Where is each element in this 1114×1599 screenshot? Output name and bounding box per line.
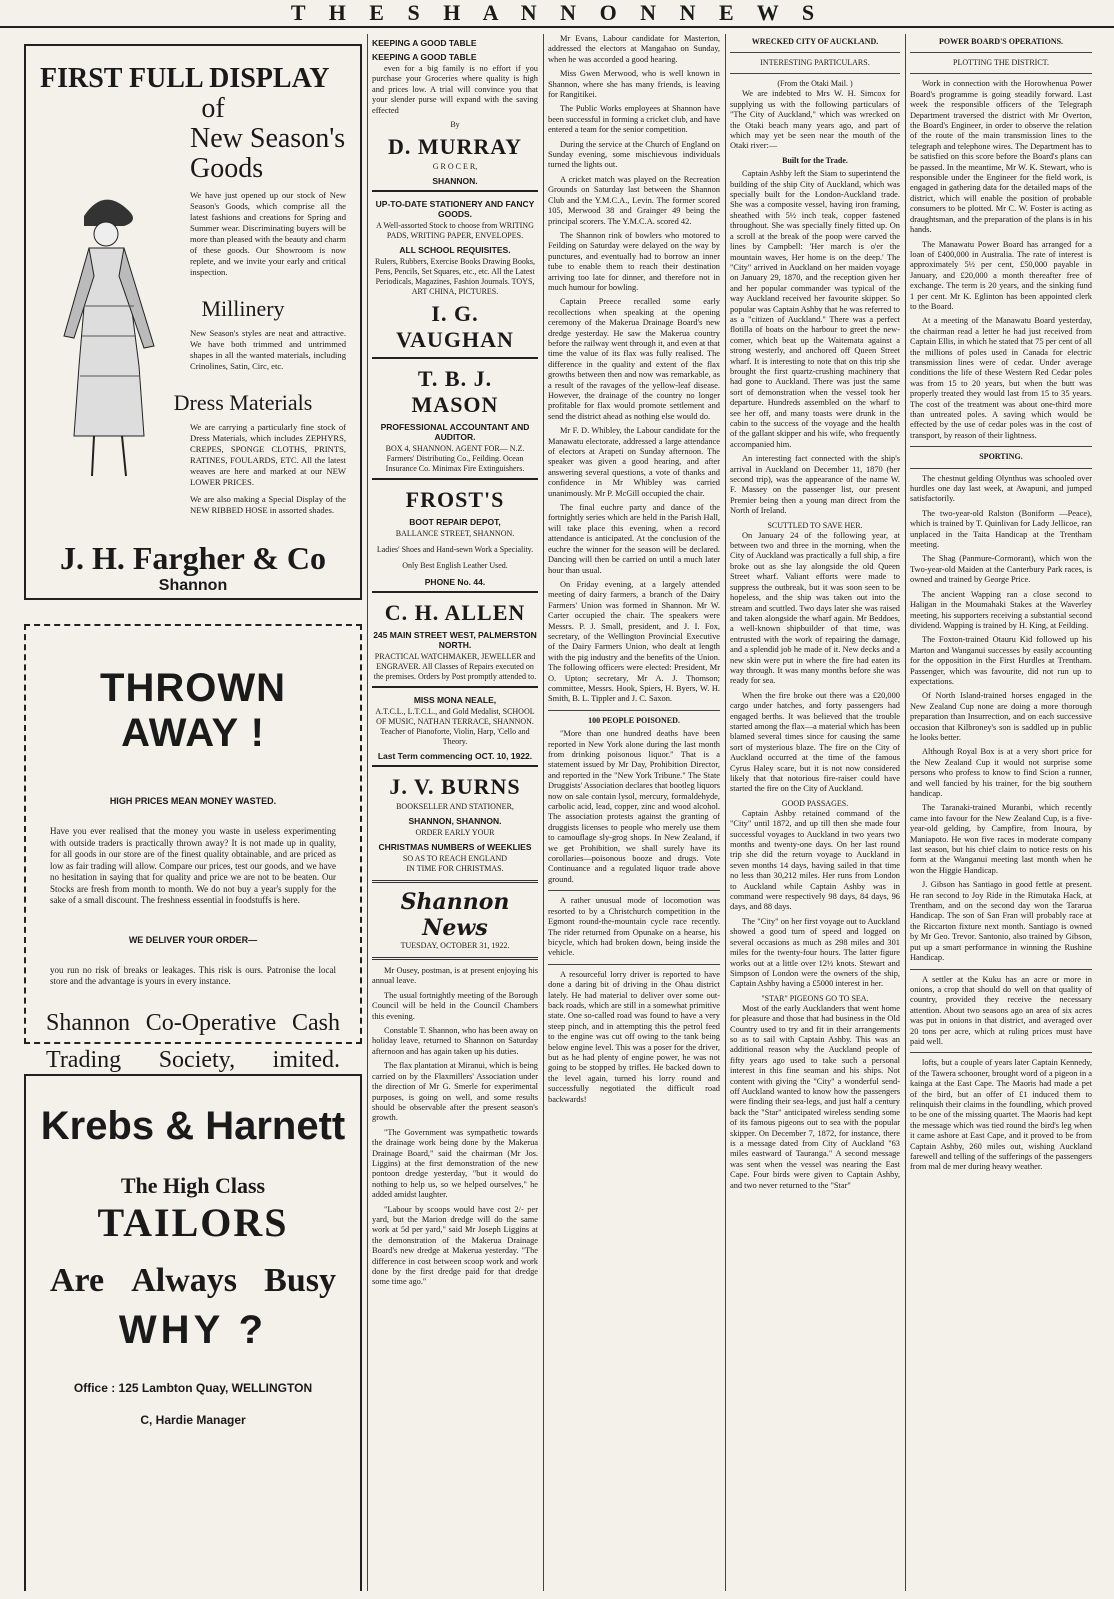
news-item: The Public Works employees at Shannon have been successful in forming a cricket club, and have entered a team for the senior competition. [548,104,720,135]
advert-of: of [201,93,225,124]
sport-item: The Taranaki-trained Muranbi, which recently came into favour for the New Zealand Cup, is a five-year-old gelding, by Campfire, from Inoura, by Maniapoto. He won five races in moderate company last season, but his chief claim to notice rests on his form at the Wanganui meeting last month when he won the Higgie Handicap. [910,803,1092,875]
advert-headline: THROWN AWAY ! [100,666,286,755]
mason-text: BOX 4, SHANNON. AGENT FOR— N.Z. Farmers' Distributing Co., Feilding. Ocean Insurance Co. Minimax Fire Extinguishers. [385,444,525,474]
article-subhead: GOOD PASSAGES. [781,798,849,808]
sport-item: The chestnut gelding Olynthus was schooled over hurdles one day last week, at Awapuni, and jumped satisfactorily. [910,473,1092,504]
dress-heading: Dress Materials [173,390,313,415]
mason-name: T. B. J. MASON [411,366,499,418]
news-item: A cricket match was played on the Recreation Grounds on Saturday last between the Shannon Club and the Y.M.C.A., Levin. The former scored 105, Merwood 38 and Grainger 49 being the principal scorers. The Y.M.C.A. scored 42. [548,174,720,226]
stationery-text: A Well-assorted Stock to choose from WRITING PADS, WRITING PAPER, ENVELOPES. [376,221,534,241]
murray-trade: G R O C E R, [432,162,478,172]
advert-town: Shannon [158,577,228,594]
fashion-lady-illustration [44,186,164,486]
frost-text: Ladies' Shoes and Hand-sewn Work a Speciality. [376,545,534,555]
news-item: During the service at the Church of England on Sunday evening, some mischievous individuals turned the lights out. [548,139,720,170]
sport-item: The ancient Wapping ran a close second to Haligan in the Moumahaki Stakes at the Waverley meeting, his supporters receiving a substantial second dividend. Wapping is trained by H. King, at Feilding. [910,589,1092,630]
article-paragraph: Work in connection with the Horowhenua Power Board's programme is going steadily forward. Last week the responsible officers of the Telegraph Department traversed the district with Mr Overton, the Board's Engineer, in order to observe the relation of the route of the main transmission lines to the telegraph and telephone wires. The Department has to be satisfied on this score before the Board's plans can be passed. In the meantime, Mr W. K. Stewart, who is responsible under the Engineer for the field work, is engaged in gathering data for the detailed maps of the district, which will enable the position of probable consumers to be plotted. Mr C. W. Foster is acting as draughtsman, and the preparation of the plans is in his hands. [910,79,1092,235]
burns-text: ORDER EARLY YOUR [415,828,495,838]
article-paragraph: An interesting fact connected with the ship's arrival in Auckland on December 11, 1870 (her second trip), was the appearance of the name W. F. Massey on the passenger list, our present Premier being then a young man direct from the North of Ireland. [730,454,900,516]
deliver-text: you run no risk of breaks or leakages. This risk is ours. Patronise the local store and the advantage is yours in every instance. [50,964,336,986]
murray-town: SHANNON. [432,176,478,187]
article-subhead: "STAR" PIGEONS GO TO SEA. [761,993,869,1003]
allen-name: C. H. ALLEN [384,600,526,626]
tag-word: Are [50,1262,105,1299]
society-name-line-1 [40,1010,346,1037]
article-paragraph: Most of the early Aucklanders that went home for pleasure and those that had business in the Old Country used to try and fit in their arrangements so as to sail with Captain Ashby. This was an additional reason why the Auckland people of fifty years ago used to take such a personal interest in this fine seaman and his ships. Not content with giving the "City" a wonderful send-off Auckland wanted to know how the passengers were finding their sea-legs, and just half a century back the "Star" anticipated wireless sending some of its famous pigeons out to sea with the popular skipper. On December 7, 1872, for instance, there is a message dated from City of Auckland "63 miles eastward of Tauranga." A second message was sent when the vessel was nearing the East Cape. Four birds were given to Captain Ashby, and two never returned to the "Star" [730,1003,900,1190]
news-item: Miss Gwen Merwood, who is well known in Shannon, where she has many friends, is leaving for Rangitikei. [548,69,720,100]
news-item: Mr F. D. Whibley, the Labour candidate for the Manawatu electorate, addressed a large attendance of electors at Arapeti on Sunday afternoon. The speaker was given a good hearing, and after answering several questions, a vote of thanks and confidence in Mr Whibley was carried unanimously. Mr P. McGill occupied the chair. [548,426,720,498]
burns-text-3: SO AS TO REACH ENGLAND [402,854,508,864]
sport-item: Although Royal Box is at a very short price for the New Zealand Cup it would not surprise some persons who profess to know to find Scion a runner, and well fancied by his trainer, for the big southern handicap. [910,747,1092,798]
column-rule [367,34,368,1591]
advert-headline: FIRST FULL DISPLAY [40,63,330,94]
article-source: (From the Otaki Mail. ) [777,79,853,89]
column-3 [548,34,720,1591]
frost-title: BOOT REPAIR DEPOT, [409,517,501,528]
neale-term: Last Term commencing OCT. 10, 1922. [377,751,533,762]
news-item: The flax plantation at Miranui, which is being carried on by the Flaxmillers' Association under the direction of Mr G. Smerle for experimental purposes, is going on well, and some results should be observable after the present season's growth. [372,1061,538,1123]
advert-why: WHY ? [118,1308,268,1352]
name-word: Shannon [46,1009,130,1036]
article-paragraph: We are indebted to Mrs W. H. Simcox for supplying us with the following particulars of "The City of Auckland," which was wrecked on the Otaki beach many years ago, and part of which may yet be seen near the mouth of the Otaki river:— [730,89,900,151]
vaughan-advert [372,190,538,353]
name-word: Trading [46,1046,122,1073]
article-paragraph: On January 24 of the following year, at between two and three in the morning, when the City of Auckland was practically a full ship, a fire broke out as she lay alongside the old Queen Street wharf. Valiant efforts were made to suppress the outbreak, but it was soon seen to be hopeless, and the ship was taken out into the stream and scuttled. Two days later she was raised and taken alongside the wharf again. Mr Beddoes, a well-known shipbuilder of that time, was entrusted with the work of repairing the damage, and a splendid job he made of it. New decks and a new skin were put in where the fire had eaten its way through. It was many months before she was ready for sea. [730,530,900,686]
sport-item: J. Gibson has Santiago in good fettle at present. He ran second to Joy Ride in the Rimutaka Hack, at Trentham, and on the second day won the Tararua Handicap. The son of San Fran will probably race at the Riccarton fixture next month. Santiago is owned by Mr Geo. Trevor. Santonio, also trained by Gibson, put up a smart performance in winning the Rushine Handicap. [910,880,1092,963]
article-paragraph: When the fire broke out there was a £20,000 cargo under hatches, and forty passengers had engaged berths. It was believed that the trouble started among the flax—a material which has been blamed several times since for causing the same sort of mysterious blaze. The fire on the City of Auckland occurred at the time of the famous Cyrus Haley scare, but it is not now considered likely that that notorious fire-raiser could have started the fire on the City of Auckland. [730,690,900,794]
tag-word: Busy [264,1262,336,1299]
allen-text: PRACTICAL WATCHMAKER, JEWELLER and ENGRAVER. All Classes of Repairs executed on the premises. Orders by Post promptly attended to. [373,652,537,682]
sport-item: The Shag (Panmure-Cormorant), which won the Two-year-old Maiden at the Canterbury Park races, is owned and trained by George Price. [910,554,1092,585]
news-item: A resourceful lorry driver is reported to have done a daring bit of driving in the Ohau district lately. He had material to deliver over some out-back roads, which are still in a somewhat primitive state. One so-called road was found to have a very steep pinch, and in attempting this the petrol feed to the engine was cut off owing to the tank being below engine level. This was a poser for the driver, but as he had plenty of engine power, he was not going to be stopped by trifles. He backed down to the level again, turned his lorry round and successfully negotiated the difficult road backwards! [548,969,720,1104]
news-item: Mr Evans, Labour candidate for Masterton, addressed the electors at Mangahao on Sunday, when he was accorded a good hearing. [548,34,720,64]
column-2 [372,34,538,1591]
advert-subheading: HIGH PRICES MEAN MONEY WASTED. [109,796,277,806]
article-paragraph: At a meeting of the Manawatu Board yesterday, the chairman read a letter he had just received from Captain Ellis, in which he stated that 75 per cent of all the millions of poles used in Canada for electric transmission lines were of cedar. Under average conditions the life of these Western Red Cedar poles was from 15 to 20 years, but when the butt was properly treated they would last from 15 to 35 years. The cost of the treatment was about one-third more than untreated poles. A saving which would be effected by the use of cedar poles was in the cost of transport, by reason of their lightness. [910,316,1092,440]
frost-phone: PHONE No. 44. [424,577,486,588]
hose-text: We are also making a Special Display of the NEW RIBBED HOSE in assorted shades. [190,494,346,515]
column-1-ads [24,34,362,1591]
news-item: "Labour by scoops would have cost 2/- per yard, but the Marion dredge will do the same work at 5d per yard," said Mr Joseph Liggins at the demonstration of the Makerua Drainage Board's new dredge at Makerua yesterday. "The difference in cost between scoop work and work done by the first dredge paid for that dredge some time ago." [372,1204,538,1287]
sporting-heading: SPORTING. [979,452,1023,462]
news-item: The usual fortnightly meeting of the Borough Council will be held in the Council Chambers this evening. [372,990,538,1021]
stationery-heading: UP-TO-DATE STATIONERY AND FANCY GOODS. [375,199,535,220]
column-rule [905,34,906,1591]
name-word: Society, [158,1046,236,1073]
article-heading: WRECKED CITY OF AUCKLAND. [751,37,879,46]
school-text: Rulers, Rubbers, Exercise Books Drawing Books, Pens, Pencils, Set Squares, etc., etc. All the Latest Periodicals, Magazines, Fashion Journals. TOYS, ART CHINA, PICTURES. [375,257,535,297]
frost-text-2: Only Best English Leather Used. [402,561,508,571]
allen-address: 245 MAIN STREET WEST, PALMERSTON NORTH. [373,630,537,651]
advert-office: Office : 125 Lambton Quay, WELLINGTON [73,1381,313,1395]
neale-advert [372,686,538,761]
millinery-heading: Millinery [201,296,285,321]
poisoned-article: "More than one hundred deaths have been reported in New York alone during the last month from drinking poisonous liquor." That is a statement issued by Mr Day, Prohibition Director, and reported in the "New York Tribune." The State Druggists' Association declares that bootleg liquors now on sale contain lysol, mercury, formaldehyde, carbolic acid, lead, copper, zinc and wood alcohol. The association protests against the granting of druggists licenses to people who merely use them to camouflage sly-grog shops. In New Zealand, if we get Prohibition, we shall surely have its corollaries—poisonous booze and drugs. Vote Continuance and a regulated liquor trade above ground. [548,729,720,884]
burns-name: J. V. BURNS [389,774,521,800]
news-item: A settler at the Kuku has an acre or more in onions, a crop that should do well on that quality of country, provided they receive the necessary attention. About two seasons ago an area of six acres was put in onions in that district, and averaged over 20 tons per acre, which at ruling prices must have paid well. [910,974,1092,1046]
murray-heading-2: KEEPING A GOOD TABLE [372,52,477,62]
frost-advert [372,478,538,587]
neale-text: A.T.C.L., L.T.C.L., and Gold Medalist, SCHOOL OF MUSIC, NATHAN TERRACE, SHANNON. Teacher of Pianoforte, Violin, Harp, 'Cello and Theory. [375,707,535,747]
name-word: imited. [272,1046,340,1073]
advert-goods: New Season's Goods [190,123,346,184]
advert-subheading: The High Class [120,1173,266,1198]
dress-text: We are carrying a particularly fine stock of Dress Materials, which includes ZEPHYRS, CREPES, SPONGE CLOTHS, PRINTS, RATINES, FOULARDS, ETC. All the latest weaves are here and marked at our NEW LOWER PRICES. [190,422,346,487]
article-paragraph: Captain Ashby retained command of the "City" until 1872, and up till then she made four successful voyages to Auckland in two years two months and twenty-one days. On her last round trip she did the return voyage to Auckland in seven months 14 days, having sailed in that time no less than 30,212 miles. Her runs from London to Auckland while Captain Ashby was in command were respectively 98 days, 84 days, 96 days, and 88 days. [730,808,900,912]
issue-date: TUESDAY, OCTOBER 31, 1922. [400,941,510,951]
article-subhead: SCUTTLED TO SAVE HER. [767,520,863,530]
news-item: Constable T. Shannon, who has been away on holiday leave, returned to Shannon on Saturday afternoon and has again taken up his duties. [372,1026,538,1056]
frost-address: BALLANCE STREET, SHANNON. [395,529,515,539]
advert-intro: We have just opened up our stock of New Season's Goods, which comprise all the latest fashions and creations for Spring and Summer wear. Discriminating buyers will be more than pleased with the beauty and charm of these goods. Our Showroom is now replete, and we invite your early and critical inspection. [190,190,346,277]
article-paragraph: Captain Ashby left the Siam to superintend the building of the ship City of Auckland, which was specially built for the London-Auckland trade. She was a composite vessel, having iron framing, sheathed with 5½ inch teak, copper fastened throughout. She was specially finely fitted up. On a scroll at the break of the poop were carved the lines by Campbell: 'Her march is o'er the mountain waves, Her home is on the deep.' The "City" arrived in Auckland on her maiden voyage on January 29, 1870, and the reception given her and her popular commander was typical of the way Auckland received her favourite skipper. So popular was Captain Ashby that he was referred to as a "citizen of Auckland." There was a perfect flotilla of boats on the harbour to greet the new-comer, which beat up the Waitemata against a strong westerly, and anchored off Queen Street wharf. It is interesting to note that on this trip she brought the first quartz-crushing machinery that had gone to Auckland. There was just the same sort of demonstration when the vessel took her departure. Hundreds assembled on the wharf to see her off, and many toasts were drunk in the cabin to the success of the voyage and the health of the gallant skipper and his wife, who frequently accompanied him. [730,169,900,449]
krebs-harnett-advert [24,1074,362,1591]
murray-by: By [450,120,460,130]
column-5 [910,34,1092,1591]
advert-headline: Krebs & Harnett [40,1104,346,1148]
sport-item: The two-year-old Ralston (Boniform —Peace), which is trained by T. Quinlivan for Lady Jellicoe, ran unplaced in the Taita Handicap at the Trentham meeting. [910,508,1092,550]
mason-title: PROFESSIONAL ACCOUNTANT AND AUDITOR. [380,422,530,443]
advert-tailors: TAILORS [97,1200,289,1245]
advert-brand: J. H. Fargher & Co [59,540,327,576]
news-item: Captain Preece recalled some early recollections when speaking at the opening ceremony of the Makerua Drainage Board's new dredge yesterday. He saw the Makerua country before the railway went through it, and even at that time the value of its flax was fully realised. The difference in the quality and extent of the flax growths between then and now was remarkable, as a result of the ravages of the yellow-leaf disease. However, the drainage of the country no longer profitable for flax would promote settlement and send the district ahead as nothing else would do. [548,297,720,421]
school-heading: ALL SCHOOL REQUISITES. [399,245,511,256]
advert-tagline [40,1246,346,1308]
name-word: Co-Operative [145,1009,277,1036]
name-word: Cash [292,1009,340,1036]
millinery-text: New Season's styles are neat and attractive. We have both trimmed and untrimmed shapes in all the wanted materials, including Crinolines, Satin, Circ, etc. [190,328,346,371]
advert-manager: C, Hardie Manager [140,1413,246,1427]
burns-advert [372,765,538,874]
news-item: "The Government was sympathetic towards the drainage work being done by the Makerua Drainage Board," said the chairman (Mr Jos. Liggins) at the first demonstration of the new pontoon dredge yesterday, "but it would do nothing to help us, so we helped ourselves," he added amidst laughter. [372,1127,538,1200]
frost-name: FROST'S [405,487,505,513]
burns-town: SHANNON, SHANNON. [408,816,502,827]
murray-heading: KEEPING A GOOD TABLE [372,38,477,48]
murray-name: D. MURRAY [387,134,523,160]
sport-item: The Foxton-trained Otauru Kid followed up his Marton and Wanganui successes by easily accounting for the opposition in the First Hurdles at Trentham. Passenger, which was favourite, did not run up to expectations. [910,635,1092,686]
mason-advert [372,357,538,474]
deliver-heading: WE DELIVER YOUR ORDER— [128,934,258,945]
sport-item: Of North Island-trained horses engaged in the New Zealand Cup none are doing a more thorough preparation than Insurrection, and on each successive occasion that Kilbroney's son is saddled up in public he looks better. [910,691,1092,742]
burns-text-2: CHRISTMAS NUMBERS of WEEKLIES [378,842,532,853]
burns-text-4: IN TIME FOR CHRISTMAS. [406,864,504,874]
column-rule [543,34,544,1591]
news-item: The final euchre party and dance of the fortnightly series which are held in the Parish Hall, will take place this evening, when a record attendance is anticipated. At the conclusion of the euchre the winner for the season will be declared. Dancing will then be carried on until a much later hour than usual. [548,503,720,575]
murray-text: even for a big family is no effort if you purchase your Groceries where quality is high and prices low. A trial will convince you that your slender purse will expand with the saving effected [372,64,538,115]
advert-body: Have you ever realised that the money you waste in useless experimenting with outside traders is practically thrown away? It is not made up in quality, for all goods in our store are of the finest quality obtainable, and are priced as low as fair trading will allow. Compare our prices, test our goods, and we have no hesitation in saying that for quality and price we are not to be beaten. Our Stocks are fresh from month to month. We do not buy a year's supply for the sake of a small discount. The freshness essential in foodstuffs is here. [50,826,336,905]
column-rule [725,34,726,1591]
fargher-advert [24,44,362,600]
article-continuation: lofts, but a couple of years later Captain Kennedy, of the Tawera schooner, brought word of a pigeon in a kainga at the East Cape. The Maoris had made a pet of the bird, but an offer of £1 induced them to relinquish their claims in the foundling, which proved to be one of the missing quartet. The Maoris had kept the message which was tied round the bird's leg when it came ashore at East Cape, and it proved to be from Captain Ashby, 260 miles out, wishing Auckland farewell and telling of the sufferings of the passengers from mal de mer during heavy weather. [910,1058,1092,1172]
news-item: Mr Ousey, postman, is at present enjoying his annual leave. [372,966,538,986]
column-4 [730,34,900,1591]
news-item: On Friday evening, at a largely attended meeting of dairy farmers, a branch of the Dairy Farmers' Union was formed in Shannon. Mr W. Carter occupied the chair. The speakers were Messrs. P. J. Small, president, and J. I. Fox, secretary, of the Wellington Provincial Executive of the Dairy Farmers Union, who dealt at length with the pig industry and the benefits of the Union. The following officers were elected: President, Mr O. Upton; secretary, Mr A. J. Thomson; committee, Messrs. Hook, Spiers, H. Byers, W. H. Smith, B. L. Tippler and J. C. Saxon. [548,579,720,704]
allen-advert [372,591,538,682]
burns-trade: BOOKSELLER AND STATIONER, [396,802,514,812]
tag-word: Always [131,1262,238,1299]
article-subhead: Built for the Trade. [782,155,848,165]
vaughan-name: I. G. VAUGHAN [396,301,514,353]
article-paragraph: The Manawatu Power Board has arranged for a loan of £400,000 in Australia. The rate of interest is approximately 5½ per cent, £50,000 payable in January, and £20,000 a month thereafter free of exchange. The term is 20 years, and the sinking fund 1 per cent. Mr K. Eglinton has been appointed clerk to the Board. [910,239,1092,311]
article-paragraph: The "City" on her first voyage out to Auckland showed a good turn of speed and logged on several occasions as much as 298 miles and 301 miles for the twenty-four hours. The latter figure works out at a little over 12½ knots. Stewart and Simpson of London were the owners of the ship, Captain Ashby having a £5000 interest in her. [730,916,900,989]
cooperative-advert [24,624,362,1073]
article-subheading: PLOTTING THE DISTRICT. [953,58,1049,68]
masthead: T H E S H A N N O N N E W S [0,0,1114,28]
article-heading: POWER BOARD'S OPERATIONS. [938,37,1064,46]
newspaper-nameplate: Shannon News [400,889,510,942]
poisoned-heading: 100 PEOPLE POISONED. [588,715,680,725]
neale-name: MISS MONA NEALE, [413,695,497,706]
news-item: The Shannon rink of bowlers who motored to Feilding on Saturday were delayed on the way by punctures, and eventually had to borrow an inner tube to enable them to reach their destination arriving too late for dinner, and therefore not in much humour for bowling. [548,230,720,292]
article-subheading: INTERESTING PARTICULARS. [760,58,870,68]
news-item: A rather unusual mode of locomotion was resorted to by a Christchurch competition in the Egmont round-the-mountain cycle race recently. The rider returned from Opunake on a hearse, his bicycle, which had broken down, being inside the vehicle. [548,896,720,958]
society-name-line-2 [40,1047,346,1074]
